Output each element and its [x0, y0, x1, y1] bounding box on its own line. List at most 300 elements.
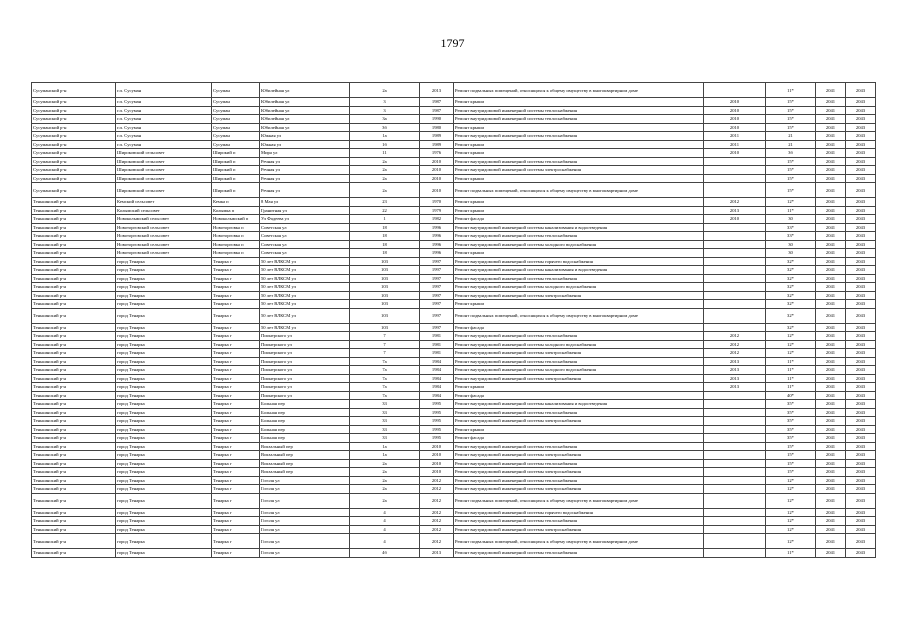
cell-municipality: город Тенарка	[116, 525, 212, 534]
cell-district: Тенькинский р-н	[32, 357, 116, 366]
cell-plan-year-from: 2041	[816, 383, 846, 392]
table-row	[32, 123, 876, 132]
cell-district: Тенькинский р-н	[32, 408, 116, 417]
cell-municipality: город Тенарка	[116, 468, 212, 477]
cell-build-year: 1984	[420, 391, 454, 400]
cell-build-year: 1981	[420, 332, 454, 341]
table-row	[32, 183, 876, 198]
cell-house-number: 3а	[350, 115, 420, 124]
cell-district: Тенькинский р-н	[32, 374, 116, 383]
cell-district: Тенькинский р-н	[32, 300, 116, 309]
cell-work-type: Ремонт подвальных помещений, относящихся к общему имуществу в многоквартирном доме	[454, 183, 704, 198]
cell-house-number: 4	[350, 508, 420, 517]
cell-municipality: Новоторговский сельсовет	[116, 223, 212, 232]
cell-work-type: Ремонт внутридомовой инженерной системы электроснабжения	[454, 349, 704, 358]
cell-house-number: 103	[350, 266, 420, 275]
cell-work-type: Ремонт крыши	[454, 149, 704, 158]
cell-last-repair-year	[704, 468, 766, 477]
cell-plan-year-from: 2041	[816, 525, 846, 534]
cell-municipality: город Тенарка	[116, 349, 212, 358]
cell-plan-year-to: 2043	[846, 198, 876, 207]
cell-last-repair-year: 2012	[704, 349, 766, 358]
cell-municipality: город Тенарка	[116, 332, 212, 341]
table-row	[32, 323, 876, 332]
cell-plan-year-to: 2043	[846, 123, 876, 132]
cell-build-year: 2010	[420, 166, 454, 175]
cell-plan-year-to: 2043	[846, 340, 876, 349]
cell-work-type: Ремонт внутридомовой инженерной системы теплоснабжения	[454, 132, 704, 141]
cell-street: Вокзальный пер	[260, 468, 350, 477]
cell-municipality: Новоколымский сельсовет	[116, 215, 212, 224]
cell-last-repair-year: 2011	[704, 140, 766, 149]
cell-wear-percent: 12*	[766, 525, 816, 534]
cell-municipality: город Тенарка	[116, 366, 212, 375]
cell-plan-year-to: 2043	[846, 132, 876, 141]
cell-work-type: Ремонт внутридомовой инженерной системы электроснабжения	[454, 166, 704, 175]
cell-settlement: Тенарка г	[212, 417, 260, 426]
cell-work-type: Ремонт крыши	[454, 249, 704, 258]
cell-district: Тенькинский р-н	[32, 215, 116, 224]
cell-plan-year-to: 2043	[846, 215, 876, 224]
cell-settlement: Тенарка г	[212, 476, 260, 485]
cell-street: 50 лет ВЛКСМ ул	[260, 308, 350, 323]
cell-last-repair-year	[704, 240, 766, 249]
cell-house-number: 18	[350, 232, 420, 241]
cell-last-repair-year	[704, 425, 766, 434]
cell-district: Тенькинский р-н	[32, 451, 116, 460]
cell-street: Гоголя ул	[260, 525, 350, 534]
cell-work-type: Ремонт внутридомовой инженерной системы теплоснабжения	[454, 517, 704, 526]
cell-plan-year-to: 2043	[846, 174, 876, 183]
cell-wear-percent: 33*	[766, 232, 816, 241]
cell-plan-year-from: 2041	[816, 508, 846, 517]
cell-settlement: Новоторговка п	[212, 240, 260, 249]
cell-plan-year-to: 2043	[846, 425, 876, 434]
cell-plan-year-from: 2041	[816, 149, 846, 158]
cell-plan-year-from: 2041	[816, 340, 846, 349]
cell-district: Тенькинский р-н	[32, 549, 116, 558]
cell-house-number: 18	[350, 240, 420, 249]
cell-work-type: Ремонт подвальных помещений, относящихся к общему имуществу в многоквартирном доме	[454, 83, 704, 98]
table-row	[32, 291, 876, 300]
cell-wear-percent: 15*	[766, 166, 816, 175]
cell-municipality: Широковский сельсовет	[116, 157, 212, 166]
cell-last-repair-year: 2010	[704, 215, 766, 224]
cell-build-year: 1984	[420, 383, 454, 392]
cell-house-number: 4б	[350, 549, 420, 558]
cell-settlement: Тенарка г	[212, 357, 260, 366]
cell-house-number: 103	[350, 283, 420, 292]
cell-plan-year-to: 2043	[846, 366, 876, 375]
cell-last-repair-year	[704, 291, 766, 300]
cell-street: Вокзальный пер	[260, 451, 350, 460]
cell-plan-year-to: 2043	[846, 257, 876, 266]
cell-settlement: Тенарка г	[212, 534, 260, 549]
cell-street: Пионерского ул	[260, 366, 350, 375]
cell-settlement: Сусуман	[212, 115, 260, 124]
cell-build-year: 1982	[420, 215, 454, 224]
table-row	[32, 476, 876, 485]
cell-build-year: 1995	[420, 400, 454, 409]
cell-work-type: Ремонт внутридомовой инженерной системы электроснабжения	[454, 451, 704, 460]
cell-last-repair-year	[704, 534, 766, 549]
cell-house-number: 33	[350, 408, 420, 417]
cell-district: Тенькинский р-н	[32, 534, 116, 549]
cell-last-repair-year: 2011	[704, 132, 766, 141]
table-row	[32, 366, 876, 375]
cell-street: Пионерского ул	[260, 357, 350, 366]
cell-settlement: Тенарка г	[212, 508, 260, 517]
cell-wear-percent: 12*	[766, 534, 816, 549]
cell-build-year: 1997	[420, 274, 454, 283]
cell-plan-year-from: 2041	[816, 549, 846, 558]
cell-plan-year-to: 2043	[846, 459, 876, 468]
cell-build-year: 1996	[420, 249, 454, 258]
cell-plan-year-to: 2043	[846, 166, 876, 175]
table-row	[32, 434, 876, 443]
cell-settlement: Тенарка г	[212, 391, 260, 400]
cell-municipality: Широковский сельсовет	[116, 149, 212, 158]
cell-district: Тенькинский р-н	[32, 508, 116, 517]
cell-plan-year-to: 2043	[846, 476, 876, 485]
cell-build-year: 2010	[420, 468, 454, 477]
cell-build-year: 2013	[420, 549, 454, 558]
cell-settlement: Тенарка г	[212, 257, 260, 266]
cell-wear-percent: 15*	[766, 157, 816, 166]
cell-plan-year-from: 2041	[816, 308, 846, 323]
cell-wear-percent: 12*	[766, 485, 816, 494]
cell-last-repair-year	[704, 157, 766, 166]
cell-municipality: Широковский сельсовет	[116, 183, 212, 198]
cell-wear-percent: 32*	[766, 274, 816, 283]
cell-settlement: Тенарка г	[212, 451, 260, 460]
cell-plan-year-from: 2041	[816, 98, 846, 107]
cell-settlement: Тенарка г	[212, 323, 260, 332]
cell-last-repair-year	[704, 166, 766, 175]
cell-municipality: город Тенарка	[116, 283, 212, 292]
cell-district: Тенькинский р-н	[32, 485, 116, 494]
table-row	[32, 485, 876, 494]
table-row	[32, 174, 876, 183]
cell-street: 50 лет ВЛКСМ ул	[260, 274, 350, 283]
cell-wear-percent: 12*	[766, 508, 816, 517]
cell-municipality: город Тенарка	[116, 257, 212, 266]
table-body	[32, 83, 876, 558]
cell-house-number: 7а	[350, 357, 420, 366]
cell-street: Юбилейная ул	[260, 115, 350, 124]
table-row	[32, 391, 876, 400]
cell-district: Тенькинский р-н	[32, 383, 116, 392]
cell-municipality: Колымский сельсовет	[116, 206, 212, 215]
cell-plan-year-from: 2041	[816, 485, 846, 494]
cell-street: Юбилейная ул	[260, 83, 350, 98]
cell-municipality: город Тенарка	[116, 323, 212, 332]
cell-settlement: Тенарка г	[212, 549, 260, 558]
table-row	[32, 549, 876, 558]
cell-last-repair-year	[704, 434, 766, 443]
cell-house-number: 103	[350, 300, 420, 309]
cell-plan-year-from: 2041	[816, 442, 846, 451]
cell-work-type: Ремонт внутридомовой инженерной системы теплоснабжения	[454, 232, 704, 241]
cell-work-type: Ремонт крыши	[454, 206, 704, 215]
cell-district: Тенькинский р-н	[32, 308, 116, 323]
cell-build-year: 1996	[420, 223, 454, 232]
cell-plan-year-to: 2043	[846, 83, 876, 98]
cell-house-number: 18	[350, 223, 420, 232]
cell-plan-year-to: 2043	[846, 534, 876, 549]
cell-wear-percent: 3б	[766, 149, 816, 158]
cell-settlement: Тенарка г	[212, 332, 260, 341]
cell-plan-year-to: 2043	[846, 115, 876, 124]
cell-district: Тенькинский р-н	[32, 400, 116, 409]
table-row	[32, 349, 876, 358]
cell-wear-percent: 21	[766, 140, 816, 149]
cell-work-type: Ремонт внутридомовой инженерной системы холодного водоснабжения	[454, 240, 704, 249]
cell-street: 8 Мая ул	[260, 198, 350, 207]
cell-plan-year-to: 2043	[846, 274, 876, 283]
cell-wear-percent: 30	[766, 249, 816, 258]
table-row	[32, 240, 876, 249]
cell-work-type: Ремонт подвальных помещений, относящихся к общему имуществу в многоквартирном доме	[454, 493, 704, 508]
cell-district: Сусуманский р-н	[32, 149, 116, 158]
cell-municipality: Кемский сельсовет	[116, 198, 212, 207]
cell-plan-year-to: 2043	[846, 525, 876, 534]
cell-work-type: Ремонт внутридомовой инженерной системы горячего водоснабжения	[454, 508, 704, 517]
table-row	[32, 534, 876, 549]
cell-work-type: Ремонт внутридомовой инженерной системы канализования и водоотведения	[454, 223, 704, 232]
cell-plan-year-from: 2041	[816, 183, 846, 198]
cell-last-repair-year	[704, 459, 766, 468]
cell-street: Речная ул	[260, 174, 350, 183]
cell-house-number: 22	[350, 206, 420, 215]
cell-street: Больная пер	[260, 400, 350, 409]
cell-last-repair-year	[704, 549, 766, 558]
cell-plan-year-to: 2043	[846, 434, 876, 443]
cell-street: Юбилейная ул	[260, 123, 350, 132]
cell-plan-year-from: 2041	[816, 115, 846, 124]
cell-wear-percent: 11*	[766, 206, 816, 215]
cell-house-number: 1б	[350, 140, 420, 149]
cell-build-year: 1981	[420, 349, 454, 358]
cell-wear-percent: 32*	[766, 283, 816, 292]
cell-district: Тенькинский р-н	[32, 266, 116, 275]
cell-municipality: Новоторговский сельсовет	[116, 249, 212, 258]
cell-build-year: 1995	[420, 408, 454, 417]
cell-work-type: Ремонт внутридомовой инженерной системы электроснабжения	[454, 374, 704, 383]
cell-plan-year-to: 2043	[846, 140, 876, 149]
cell-build-year: 2010	[420, 459, 454, 468]
cell-build-year: 2010	[420, 157, 454, 166]
cell-district: Тенькинский р-н	[32, 206, 116, 215]
cell-last-repair-year	[704, 525, 766, 534]
cell-street: Советская ул	[260, 240, 350, 249]
table-row	[32, 493, 876, 508]
cell-house-number: 4	[350, 534, 420, 549]
table-row	[32, 517, 876, 526]
cell-last-repair-year	[704, 183, 766, 198]
cell-district: Тенькинский р-н	[32, 459, 116, 468]
cell-wear-percent: 15*	[766, 442, 816, 451]
cell-build-year: 2013	[420, 83, 454, 98]
cell-build-year: 2010	[420, 183, 454, 198]
cell-district: Тенькинский р-н	[32, 223, 116, 232]
cell-district: Тенькинский р-н	[32, 274, 116, 283]
cell-municipality: город Тенарка	[116, 383, 212, 392]
cell-wear-percent: 11*	[766, 357, 816, 366]
cell-settlement: Тенарка г	[212, 517, 260, 526]
cell-settlement: Тенарка г	[212, 434, 260, 443]
cell-plan-year-from: 2041	[816, 517, 846, 526]
cell-plan-year-from: 2041	[816, 374, 846, 383]
cell-last-repair-year: 2010	[704, 106, 766, 115]
cell-last-repair-year	[704, 300, 766, 309]
cell-wear-percent: 11*	[766, 366, 816, 375]
cell-wear-percent: 12*	[766, 340, 816, 349]
cell-plan-year-to: 2043	[846, 232, 876, 241]
cell-work-type: Ремонт внутридомовой инженерной системы электроснабжения	[454, 468, 704, 477]
cell-street: Пионерского ул	[260, 340, 350, 349]
cell-work-type: Ремонт внутридомовой инженерной системы холодного водоснабжения	[454, 366, 704, 375]
cell-last-repair-year	[704, 400, 766, 409]
cell-plan-year-to: 2043	[846, 400, 876, 409]
cell-last-repair-year	[704, 408, 766, 417]
cell-district: Сусуманский р-н	[32, 140, 116, 149]
cell-last-repair-year	[704, 323, 766, 332]
cell-district: Сусуманский р-н	[32, 115, 116, 124]
cell-settlement: Тенарка г	[212, 283, 260, 292]
table-row	[32, 115, 876, 124]
cell-house-number: 4	[350, 517, 420, 526]
cell-street: Вокзальный пер	[260, 442, 350, 451]
cell-district: Сусуманский р-н	[32, 98, 116, 107]
cell-work-type: Ремонт внутридомовой инженерной системы теплоснабжения	[454, 274, 704, 283]
cell-plan-year-to: 2043	[846, 223, 876, 232]
cell-house-number: 18	[350, 249, 420, 258]
cell-house-number: 33	[350, 400, 420, 409]
cell-settlement: Сусуман	[212, 123, 260, 132]
cell-last-repair-year: 2013	[704, 357, 766, 366]
cell-municipality: г.п. Сусуман	[116, 106, 212, 115]
cell-district: Тенькинский р-н	[32, 434, 116, 443]
cell-last-repair-year	[704, 417, 766, 426]
cell-municipality: Широковский сельсовет	[116, 166, 212, 175]
cell-house-number: 103	[350, 308, 420, 323]
cell-plan-year-from: 2041	[816, 274, 846, 283]
cell-build-year: 2012	[420, 517, 454, 526]
cell-build-year: 1976	[420, 149, 454, 158]
cell-municipality: г.п. Сусуман	[116, 140, 212, 149]
table-row	[32, 274, 876, 283]
cell-plan-year-to: 2043	[846, 391, 876, 400]
cell-build-year: 2010	[420, 451, 454, 460]
cell-last-repair-year	[704, 493, 766, 508]
table-row	[32, 132, 876, 141]
cell-street: Речная ул	[260, 157, 350, 166]
cell-plan-year-to: 2043	[846, 451, 876, 460]
cell-plan-year-to: 2043	[846, 308, 876, 323]
cell-wear-percent: 15*	[766, 123, 816, 132]
cell-settlement: Тенарка г	[212, 468, 260, 477]
table-row	[32, 283, 876, 292]
cell-municipality: город Тенарка	[116, 459, 212, 468]
cell-house-number: 33	[350, 425, 420, 434]
cell-district: Тенькинский р-н	[32, 249, 116, 258]
table-row	[32, 215, 876, 224]
cell-plan-year-from: 2041	[816, 366, 846, 375]
cell-house-number: 2а	[350, 166, 420, 175]
cell-work-type: Ремонт фасада	[454, 434, 704, 443]
cell-last-repair-year: 2012	[704, 332, 766, 341]
cell-build-year: 1997	[420, 257, 454, 266]
cell-last-repair-year: 2010	[704, 98, 766, 107]
cell-district: Тенькинский р-н	[32, 468, 116, 477]
cell-settlement: Тенарка г	[212, 493, 260, 508]
table-row	[32, 266, 876, 275]
cell-district: Тенькинский р-н	[32, 340, 116, 349]
cell-build-year: 1995	[420, 425, 454, 434]
cell-street: Гоголя ул	[260, 549, 350, 558]
cell-wear-percent: 15*	[766, 459, 816, 468]
cell-district: Сусуманский р-н	[32, 157, 116, 166]
cell-wear-percent: 32*	[766, 257, 816, 266]
cell-plan-year-from: 2041	[816, 425, 846, 434]
cell-plan-year-from: 2041	[816, 291, 846, 300]
cell-street: Вокзальный пер	[260, 459, 350, 468]
cell-wear-percent: 30	[766, 240, 816, 249]
cell-district: Тенькинский р-н	[32, 291, 116, 300]
cell-build-year: 1981	[420, 340, 454, 349]
cell-build-year: 1984	[420, 357, 454, 366]
cell-house-number: 103	[350, 323, 420, 332]
cell-plan-year-from: 2041	[816, 215, 846, 224]
cell-work-type: Ремонт внутридомовой инженерной системы холодного водоснабжения	[454, 340, 704, 349]
cell-last-repair-year	[704, 283, 766, 292]
cell-last-repair-year: 2010	[704, 115, 766, 124]
cell-municipality: город Тенарка	[116, 434, 212, 443]
cell-plan-year-from: 2041	[816, 476, 846, 485]
cell-plan-year-to: 2043	[846, 332, 876, 341]
cell-plan-year-from: 2041	[816, 417, 846, 426]
cell-wear-percent: 12*	[766, 476, 816, 485]
cell-plan-year-from: 2041	[816, 206, 846, 215]
cell-plan-year-from: 2041	[816, 408, 846, 417]
cell-house-number: 7	[350, 332, 420, 341]
cell-plan-year-to: 2043	[846, 323, 876, 332]
cell-municipality: город Тенарка	[116, 442, 212, 451]
cell-plan-year-to: 2043	[846, 508, 876, 517]
cell-settlement: Тенарка г	[212, 374, 260, 383]
cell-house-number: 7	[350, 349, 420, 358]
cell-street: 50 лет ВЛКСМ ул	[260, 291, 350, 300]
cell-settlement: Тенарка г	[212, 300, 260, 309]
cell-build-year: 1996	[420, 232, 454, 241]
cell-municipality: город Тенарка	[116, 291, 212, 300]
cell-street: Больная пер	[260, 434, 350, 443]
cell-wear-percent: 32*	[766, 308, 816, 323]
cell-house-number: 103	[350, 274, 420, 283]
cell-last-repair-year	[704, 517, 766, 526]
cell-settlement: Новоторговка п	[212, 232, 260, 241]
cell-wear-percent: 15*	[766, 183, 816, 198]
cell-wear-percent: 11*	[766, 383, 816, 392]
cell-street: 50 лет ВЛКСМ ул	[260, 266, 350, 275]
cell-settlement: Новоторговка п	[212, 249, 260, 258]
table-row	[32, 525, 876, 534]
cell-house-number: 7а	[350, 366, 420, 375]
cell-plan-year-from: 2041	[816, 123, 846, 132]
cell-municipality: город Тенарка	[116, 300, 212, 309]
cell-plan-year-to: 2043	[846, 408, 876, 417]
